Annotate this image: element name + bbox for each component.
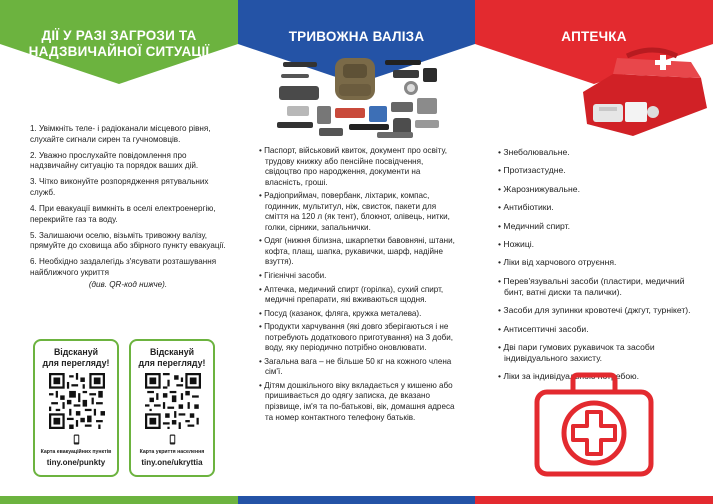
emergency-kit-list [259, 146, 457, 426]
qr-link[interactable]: tiny.one/punkty [46, 458, 106, 467]
qr-heading-line-1: Відскануй [53, 347, 99, 357]
banner-green [0, 0, 238, 86]
first-aid-item: • Дві пари гумових рукавичок та засоби індивідуального захисту. [498, 341, 655, 363]
first-aid-item: • Протизастудне. [498, 165, 566, 176]
first-aid-item: • Перев'язувальні засоби (пластири, медичний бинт, ватні диски та палички). [498, 275, 685, 297]
qr-heading-line-2: для перегляду! [138, 357, 206, 368]
column-first-aid [475, 0, 713, 504]
qr-caption: Карта укриття населення [139, 449, 205, 455]
first-aid-item: • Ліки за індивідуальною потребою. [498, 371, 639, 382]
first-aid-item: • Ножиці. [498, 238, 535, 249]
emergency-steps [30, 124, 226, 296]
emergency-kit-items-image [273, 54, 443, 142]
first-aid-kit-icon [533, 372, 655, 478]
title-line-2: НАДЗВИЧАЙНОЇ СИТУАЦІЇ [28, 44, 210, 59]
kit-item: • Продукти харчування (які довго зберігаються і не потребують додаткового приготування) на 3 доби, воду, яку періодично потрібно оновлювати. [259, 322, 453, 353]
column3-title: АПТЕЧКА [561, 29, 627, 44]
first-aid-item: • Знеболювальне. [498, 147, 570, 157]
bottom-bar-green [0, 496, 238, 504]
first-aid-list [498, 147, 698, 390]
qr-heading [35, 347, 117, 368]
kit-item: • Гігієнічні засоби. [259, 271, 327, 281]
first-aid-item: • Антибіотики. [498, 202, 554, 213]
kit-item: • Паспорт, військовий квиток, документ про освіту, трудову книжку або пенсійне посвідчення, свідоцтво про народження, документи на власність, гроші. [259, 146, 447, 187]
first-aid-item: • Медичний спирт. [498, 220, 570, 231]
column2-title: ТРИВОЖНА ВАЛІЗА [288, 29, 425, 44]
column-emergency-kit [238, 0, 475, 504]
first-aid-item: • Засоби для зупинки кровотечі (джгут, турнікет). [498, 305, 691, 316]
kit-item: • Аптечка, медичний спирт (горілка), сухий спирт, медичні препарати, які вживаються щодня. [259, 284, 444, 305]
column1-title [0, 28, 238, 60]
step-5: 5. Залишаючи оселю, візьміть тривожну валізу, прямуйте до сховища або збірного пункту евакуації. [30, 230, 226, 251]
step-2: 2. Уважно прослухайте повідомлення про надзвичайну ситуацію та порядок ваших дій. [30, 150, 199, 171]
qr-heading-line-2: для перегляду! [42, 357, 110, 368]
first-aid-item: • Жарознижувальне. [498, 183, 580, 194]
qr-code-icon[interactable] [145, 373, 201, 429]
step-6: 6. Необхідно заздалегідь з'ясувати розташування найближчого укриття [30, 257, 217, 278]
qr-code-icon[interactable] [49, 373, 105, 429]
bottom-bar-red [475, 496, 713, 504]
phone-icon [167, 434, 178, 445]
column-emergency-actions [0, 0, 238, 504]
first-aid-kit-photo [573, 44, 713, 140]
qr-caption: Карта евакуаційних пунктів [40, 449, 112, 455]
kit-item: • Радіоприймач, повербанк, ліхтарик, компас, годинник, мультитул, ніж, свисток, пакети для сміття на 120 л (як тент), блокнот, олівець, нитки, голки, сірники, запальнички. [259, 191, 450, 232]
step-3: 3. Чітко виконуйте розпорядження рятувальних служб. [30, 177, 209, 197]
title-line-1: ДІЇ У РАЗІ ЗАГРОЗИ ТА [41, 28, 197, 43]
kit-item: • Посуд (казанок, фляга, кружка металева). [259, 308, 422, 318]
step-1: 1. Увімкніть теле- і радіоканали місцевого рівня, слухайте сигнали сирен та гучномовців. [30, 124, 211, 144]
kit-item: • Дітям дошкільного віку вкладається у кишеню або пришивається до одягу записка, де вказано прізвище, ім'я та по-батькові, вік, домашня адреса та номер контактного телефону батьків. [259, 380, 455, 422]
qr-heading [131, 347, 213, 368]
qr-card-evacuation[interactable] [33, 339, 119, 477]
qr-heading-line-1: Відскануй [149, 347, 195, 357]
phone-icon [71, 434, 82, 445]
bottom-bar-blue [238, 496, 475, 504]
qr-card-shelters[interactable] [129, 339, 215, 477]
first-aid-item: • Антисептичні засоби. [498, 323, 589, 334]
qr-note: (див. QR-код нижче). [88, 280, 168, 290]
step-4: 4. При евакуації вимкніть в оселі електроенергію, перекрийте газ та воду. [30, 204, 216, 224]
qr-link[interactable]: tiny.one/ukryttia [141, 458, 203, 467]
kit-item: • Одяг (нижня білизна, шкарпетки бавовняні, штани, кофта, плащ, шапка, рукавички, шарф, надійне взуття). [259, 236, 455, 267]
first-aid-item: • Ліки від харчового отруєння. [498, 257, 617, 268]
kit-item: • Загальна вага – не більше 50 кг на кожного члена сім'ї. [259, 356, 452, 377]
